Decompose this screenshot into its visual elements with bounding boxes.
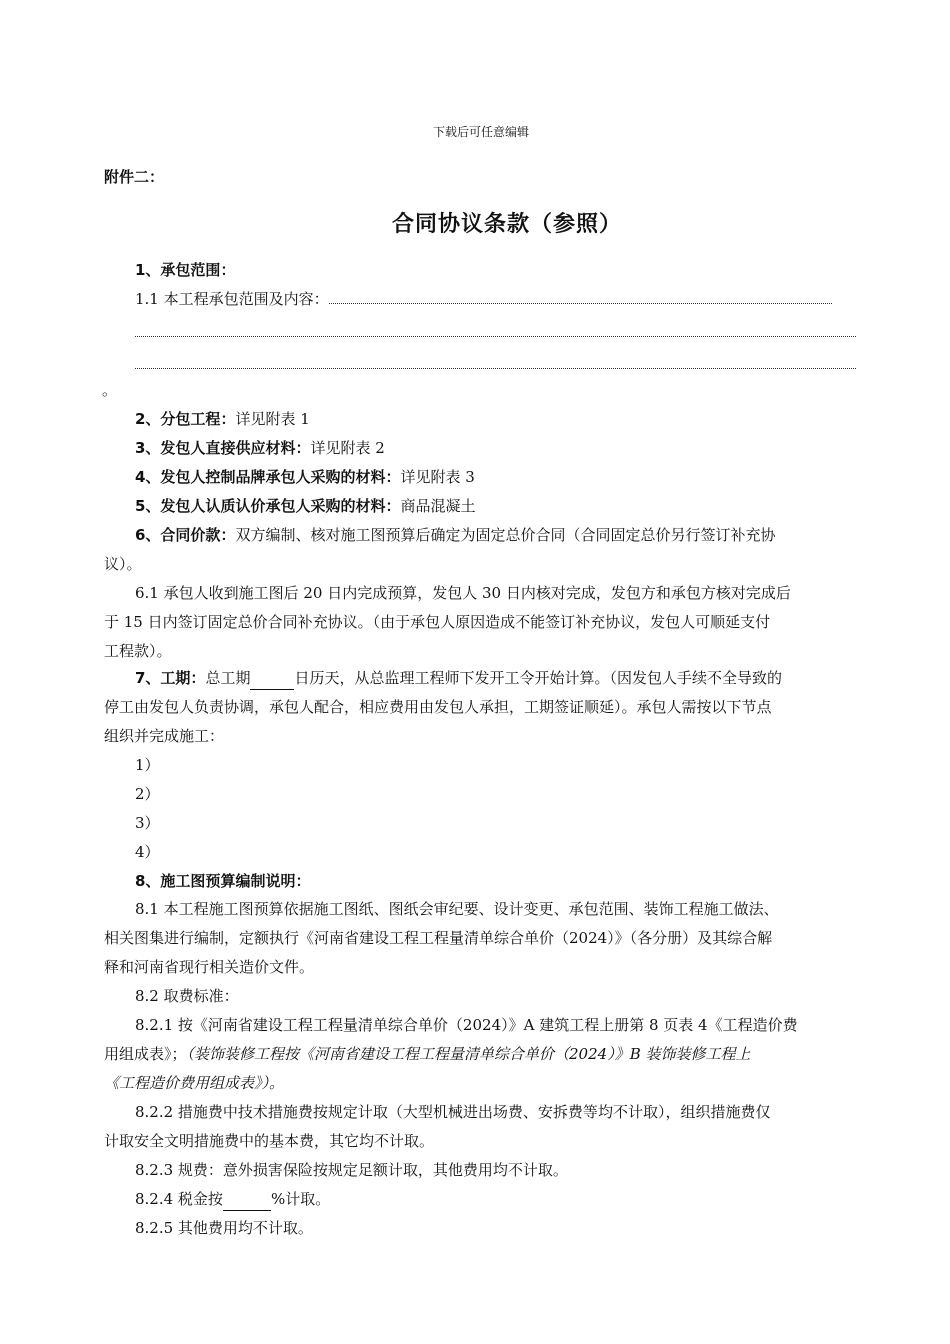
fill-in-line: [135, 336, 856, 337]
milestone-item: 4）: [135, 843, 160, 861]
section-8-heading: 8、施工图预算编制说明：: [135, 872, 311, 890]
section-8-2-1-line-2: 用组成表》；（装饰装修工程按《河南省建设工程工程量清单综合单价（2024）》B 装饰装修工程上: [104, 1045, 751, 1063]
section-8-2-2-line-2: 计取安全文明措施费中的基本费，其它均不计取。: [104, 1132, 435, 1150]
section-8-2: 8.2 取费标准：: [135, 987, 239, 1005]
page-title: 合同协议条款（参照）: [391, 212, 622, 237]
section-8-1-line-3: 释和河南省现行相关造价文件。: [104, 958, 315, 976]
duration-blank: [250, 667, 294, 690]
section-5: 5、发包人认质认价承包人采购的材料：商品混凝土: [135, 497, 476, 515]
section-1-1-label: 1.1 本工程承包范围及内容：: [135, 290, 329, 308]
section-8-2-3: 8.2.3 规费：意外损害保险按规定足额计取，其他费用均不计取。: [135, 1161, 568, 1179]
section-7-line-3: 组织并完成施工：: [104, 727, 225, 745]
section-2: 2、分包工程：详见附表 1: [135, 410, 310, 428]
milestone-item: 3）: [135, 814, 160, 832]
section-6-line-2: 议）。: [104, 555, 142, 573]
fill-in-line: [135, 368, 856, 369]
section-8-1-line-1: 8.1 本工程施工图预算依据施工图纸、图纸会审纪要、设计变更、承包范围、装饰工程施工做法、: [135, 900, 779, 918]
section-6-1-line-3: 工程款）。: [104, 642, 172, 660]
section-4: 4、发包人控制品牌承包人采购的材料：详见附表 3: [135, 468, 475, 486]
header-note: 下载后可任意编辑: [432, 125, 529, 139]
section-8-2-1-line-1: 8.2.1 按《河南省建设工程工程量清单综合单价（2024）》A 建筑工程上册第 8 页表 4《工程造价费: [135, 1016, 798, 1034]
section-8-2-1-line-3: 《工程造价费用组成表》）。: [104, 1074, 285, 1092]
milestone-item: 1）: [135, 756, 160, 774]
section-8-2-4: 8.2.4 税金按 %计取。: [135, 1188, 895, 1211]
section-6-1-line-2: 于 15 日内签订固定总价合同补充协议。（由于承包人原因造成不能签订补充协议，发包人可顺延支付: [104, 613, 771, 631]
section-7: 7、工期：总工期 日历天，从总监理工程师下发开工令开始计算。（因发包人手续不全导致的: [135, 667, 895, 690]
attachment-label: 附件二：: [104, 168, 165, 186]
section-8-1-line-2: 相关图集进行编制，定额执行《河南省建设工程工程量清单综合单价（2024）》（各分册）及其综合解: [104, 929, 773, 947]
section-6-1-line-1: 6.1 承包人收到施工图后 20 日内完成预算，发包人 30 日内核对完成，发包方和承包方核对完成后: [135, 584, 791, 602]
section-1-heading: 1、承包范围：: [135, 261, 236, 279]
section-3: 3、发包人直接供应材料：详见附表 2: [135, 439, 385, 457]
section-6: 6、合同价款：双方编制、核对施工图预算后确定为固定总价合同（合同固定总价另行签订补充协: [135, 526, 776, 544]
milestone-item: 2）: [135, 785, 160, 803]
end-mark: 。: [102, 381, 118, 399]
section-8-2-2-line-1: 8.2.2 措施费中技术措施费按规定计取（大型机械进出场费、安拆费等均不计取），组织措施费仅: [135, 1103, 771, 1121]
section-8-2-5: 8.2.5 其他费用均不计取。: [135, 1219, 313, 1237]
tax-rate-blank: [223, 1188, 271, 1211]
fill-in-line: [329, 293, 832, 304]
section-1-1-line: [135, 288, 895, 310]
section-7-line-2: 停工由发包人负责协调，承包人配合，相应费用由发包人承担，工期签证顺延）。承包人需按以下节点: [104, 698, 772, 716]
